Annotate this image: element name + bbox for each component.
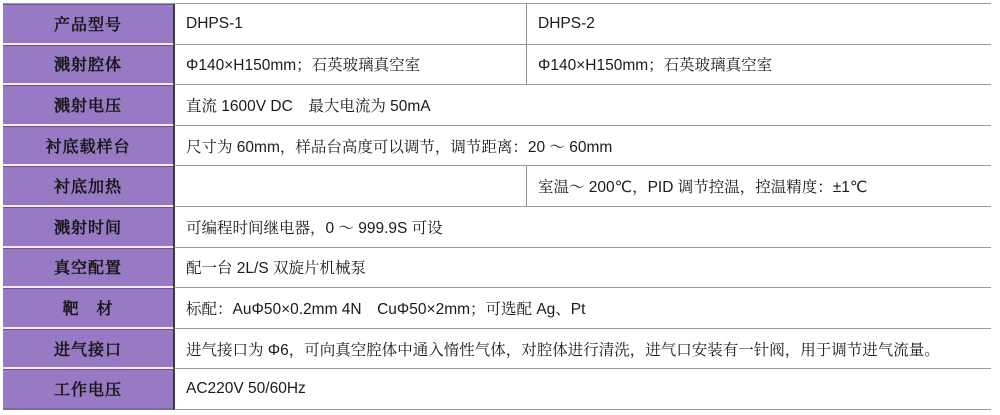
row-content (173, 369, 991, 410)
row-label: 真空配置 (3, 248, 173, 289)
table-row-working-voltage (3, 369, 991, 410)
row-label: 产品型号 (3, 4, 173, 45)
table-row-product-model (3, 4, 991, 45)
row-content (173, 85, 991, 126)
row-content (173, 207, 991, 248)
spec-cell-dhps1 (175, 166, 527, 206)
table-row-vacuum-config (3, 248, 991, 289)
spec-cell: 尺寸为 60mm，样品台高度可以调节，调节距离：20 ～ 60mm (186, 138, 613, 156)
row-label: 溅射腔体 (3, 45, 173, 86)
row-content (173, 4, 991, 45)
table-row-sputter-time (3, 207, 991, 248)
table-row-substrate-heating (3, 166, 991, 207)
table-row-sputter-chamber (3, 45, 991, 86)
row-content (173, 126, 991, 167)
product-spec-table (3, 3, 991, 410)
row-content (173, 45, 991, 86)
row-label: 溅射时间 (3, 207, 173, 248)
row-content (173, 329, 991, 370)
spec-cell: 直流 1600V DC 最大电流为 50mA (186, 97, 431, 115)
spec-cell: 进气接口为 Φ6，可向真空腔体中通入惰性气体，对腔体进行清洗，进气口安装有一针阀，用于调节进气流量。 (186, 341, 940, 359)
table-row-substrate-stage (3, 126, 991, 167)
row-label: 工作电压 (3, 369, 173, 410)
row-label: 溅射电压 (3, 85, 173, 126)
spec-cell-dhps2: 室温～ 200℃，PID 调节控温，控温精度：±1℃ (538, 179, 868, 197)
table-row-gas-inlet (3, 329, 991, 370)
spec-cell: 配一台 2L/S 双旋片机械泵 (186, 260, 366, 278)
spec-cell-dhps2: Φ140×H150mm；石英玻璃真空室 (538, 57, 773, 75)
spec-cell-dhps2: DHPS-2 (538, 14, 595, 32)
table-row-target-material (3, 288, 991, 329)
table-row-sputter-voltage (3, 85, 991, 126)
spec-cell: 标配：AuΦ50×0.2mm 4N CuΦ50×2mm；可选配 Ag、Pt (186, 300, 586, 318)
row-label: 衬底加热 (3, 166, 173, 207)
spec-cell: 可编程时间继电器，0 ～ 999.9S 可设 (186, 219, 443, 237)
row-label: 靶 材 (3, 288, 173, 329)
row-content (173, 166, 991, 207)
row-label: 进气接口 (3, 329, 173, 370)
row-content (173, 248, 991, 289)
spec-cell-dhps1: DHPS-1 (175, 4, 527, 44)
spec-cell: AC220V 50/60Hz (186, 380, 306, 398)
spec-cell-dhps1: Φ140×H150mm；石英玻璃真空室 (175, 45, 527, 85)
row-content (173, 288, 991, 329)
row-label: 衬底载样台 (3, 126, 173, 167)
